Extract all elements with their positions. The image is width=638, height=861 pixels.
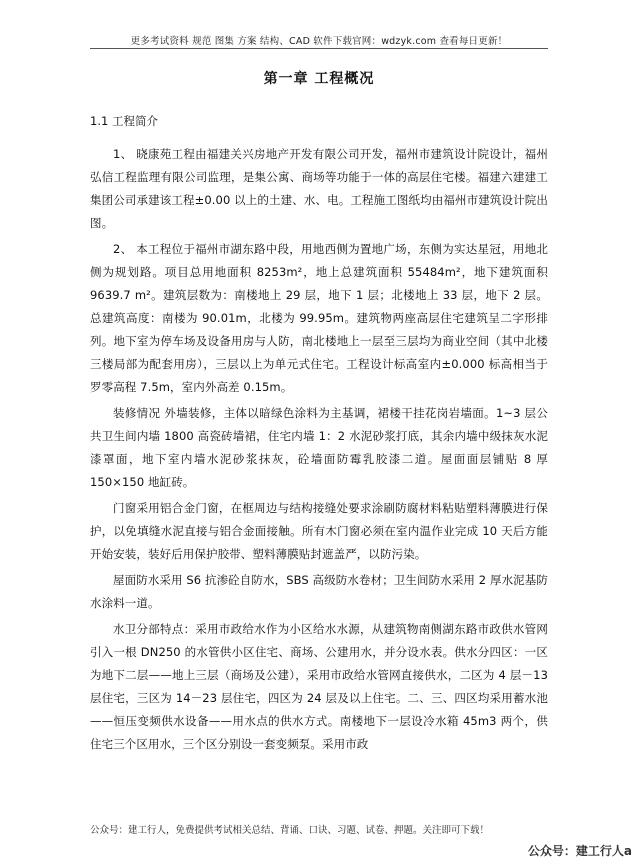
paragraph-location: 2、 本工程位于福州市湖东路中段，用地西侧为置地广场，东侧为实达星冠，用地北侧为规划路。项目总用地面积 8253m²，地上总建筑面积 55484m²，地下建筑面积 9639.7 m²。建筑层数为：南楼地上 29 层，地下 1 层；北楼地上 33 层，地下 2 层。总建筑高度：南楼为 90.01m，北楼为 99.95m。建筑物两座高层住宅建筑呈二字形排列。地下室为停车场及设备用房与人防，南北楼地上一层至三层均为商业空间（其中北楼三楼局部为配套用房），三层以上为单元式住宅。工程设计标高室内±0.000 标高相当于罗零高程 7.5m，室内外高差 0.15m。 <box>90 242 548 394</box>
page-footer: 公众号：建工行人，免费提供考试相关总结、背诵、口诀、习题、试卷、押题。关注即可下载！ <box>90 825 490 836</box>
paragraph-decoration: 装修情况 外墙装修，主体以暗绿色涂料为主基调，裙楼干挂花岗岩墙面。1~3 层公共卫生间内墙 1800 高瓷砖墙裙，住宅内墙 1：2 水泥砂浆打底，其余内墙中级抹灰水泥漆罩面，地下室内墙水泥砂浆抹灰，砼墙面防霉乳胶漆二道。屋面面层铺贴 8 厚 150×150 地缸砖。 <box>90 406 548 489</box>
chapter-title: 第一章 工程概况 <box>263 71 375 87</box>
section-heading: 1.1 工程简介 <box>90 114 158 128</box>
paragraph-waterproofing: 屋面防水采用 S6 抗渗砼自防水，SBS 高级防水卷材；卫生间防水采用 2 厚水泥基防水涂料一道。 <box>90 573 548 610</box>
paragraph-plumbing: 水卫分部特点：采用市政给水作为小区给水水源，从建筑物南侧湖东路市政供水管网引入一根 DN250 的水管供小区住宅、商场、公建用水，并分设水表。供水分四区：一区为地下二层——地上三层（商场及公建），采用市政给水管网直接供水，二区为 4 层－13 层住宅，三区为 14－23 层住宅，四区为 24 层及以上住宅。二、三、四区均采用蓄水池——恒压变频供水设备——用水点的供水方式。南楼地下一层设冷水箱 45m3 两个，供住宅三个区用水，三个区分别设一套变频泵。采用市政 <box>90 622 548 751</box>
watermark: 公众号：建工行人a <box>527 844 632 858</box>
header-divider <box>90 48 548 49</box>
document-body <box>90 143 548 759</box>
paragraph-overview: 1、 晓康苑工程由福建关兴房地产开发有限公司开发，福州市建筑设计院设计，福州弘信工程监理有限公司监理，是集公寓、商场等功能于一体的高层住宅楼。福建六建建工集团公司承建该工程±0.00 以上的土建、水、电。工程施工图纸均由福州市建筑设计院出图。 <box>90 147 548 230</box>
page-header: 更多考试资料 规范 图集 方案 结构、CAD 软件下载官网：wdzyk.com 查看每日更新！ <box>130 36 508 47</box>
paragraph-windows-doors: 门窗采用铝合金门窗，在框周边与结构接缝处要求涂刷防腐材料粘贴塑料薄膜进行保护，以免填缝水泥直接与铝合金面接触。所有木门窗必须在室内温作业完成 10 天后方能开始安装，装好后用保护胶带、塑料薄膜贴封遮盖严，以防污染。 <box>90 501 548 561</box>
